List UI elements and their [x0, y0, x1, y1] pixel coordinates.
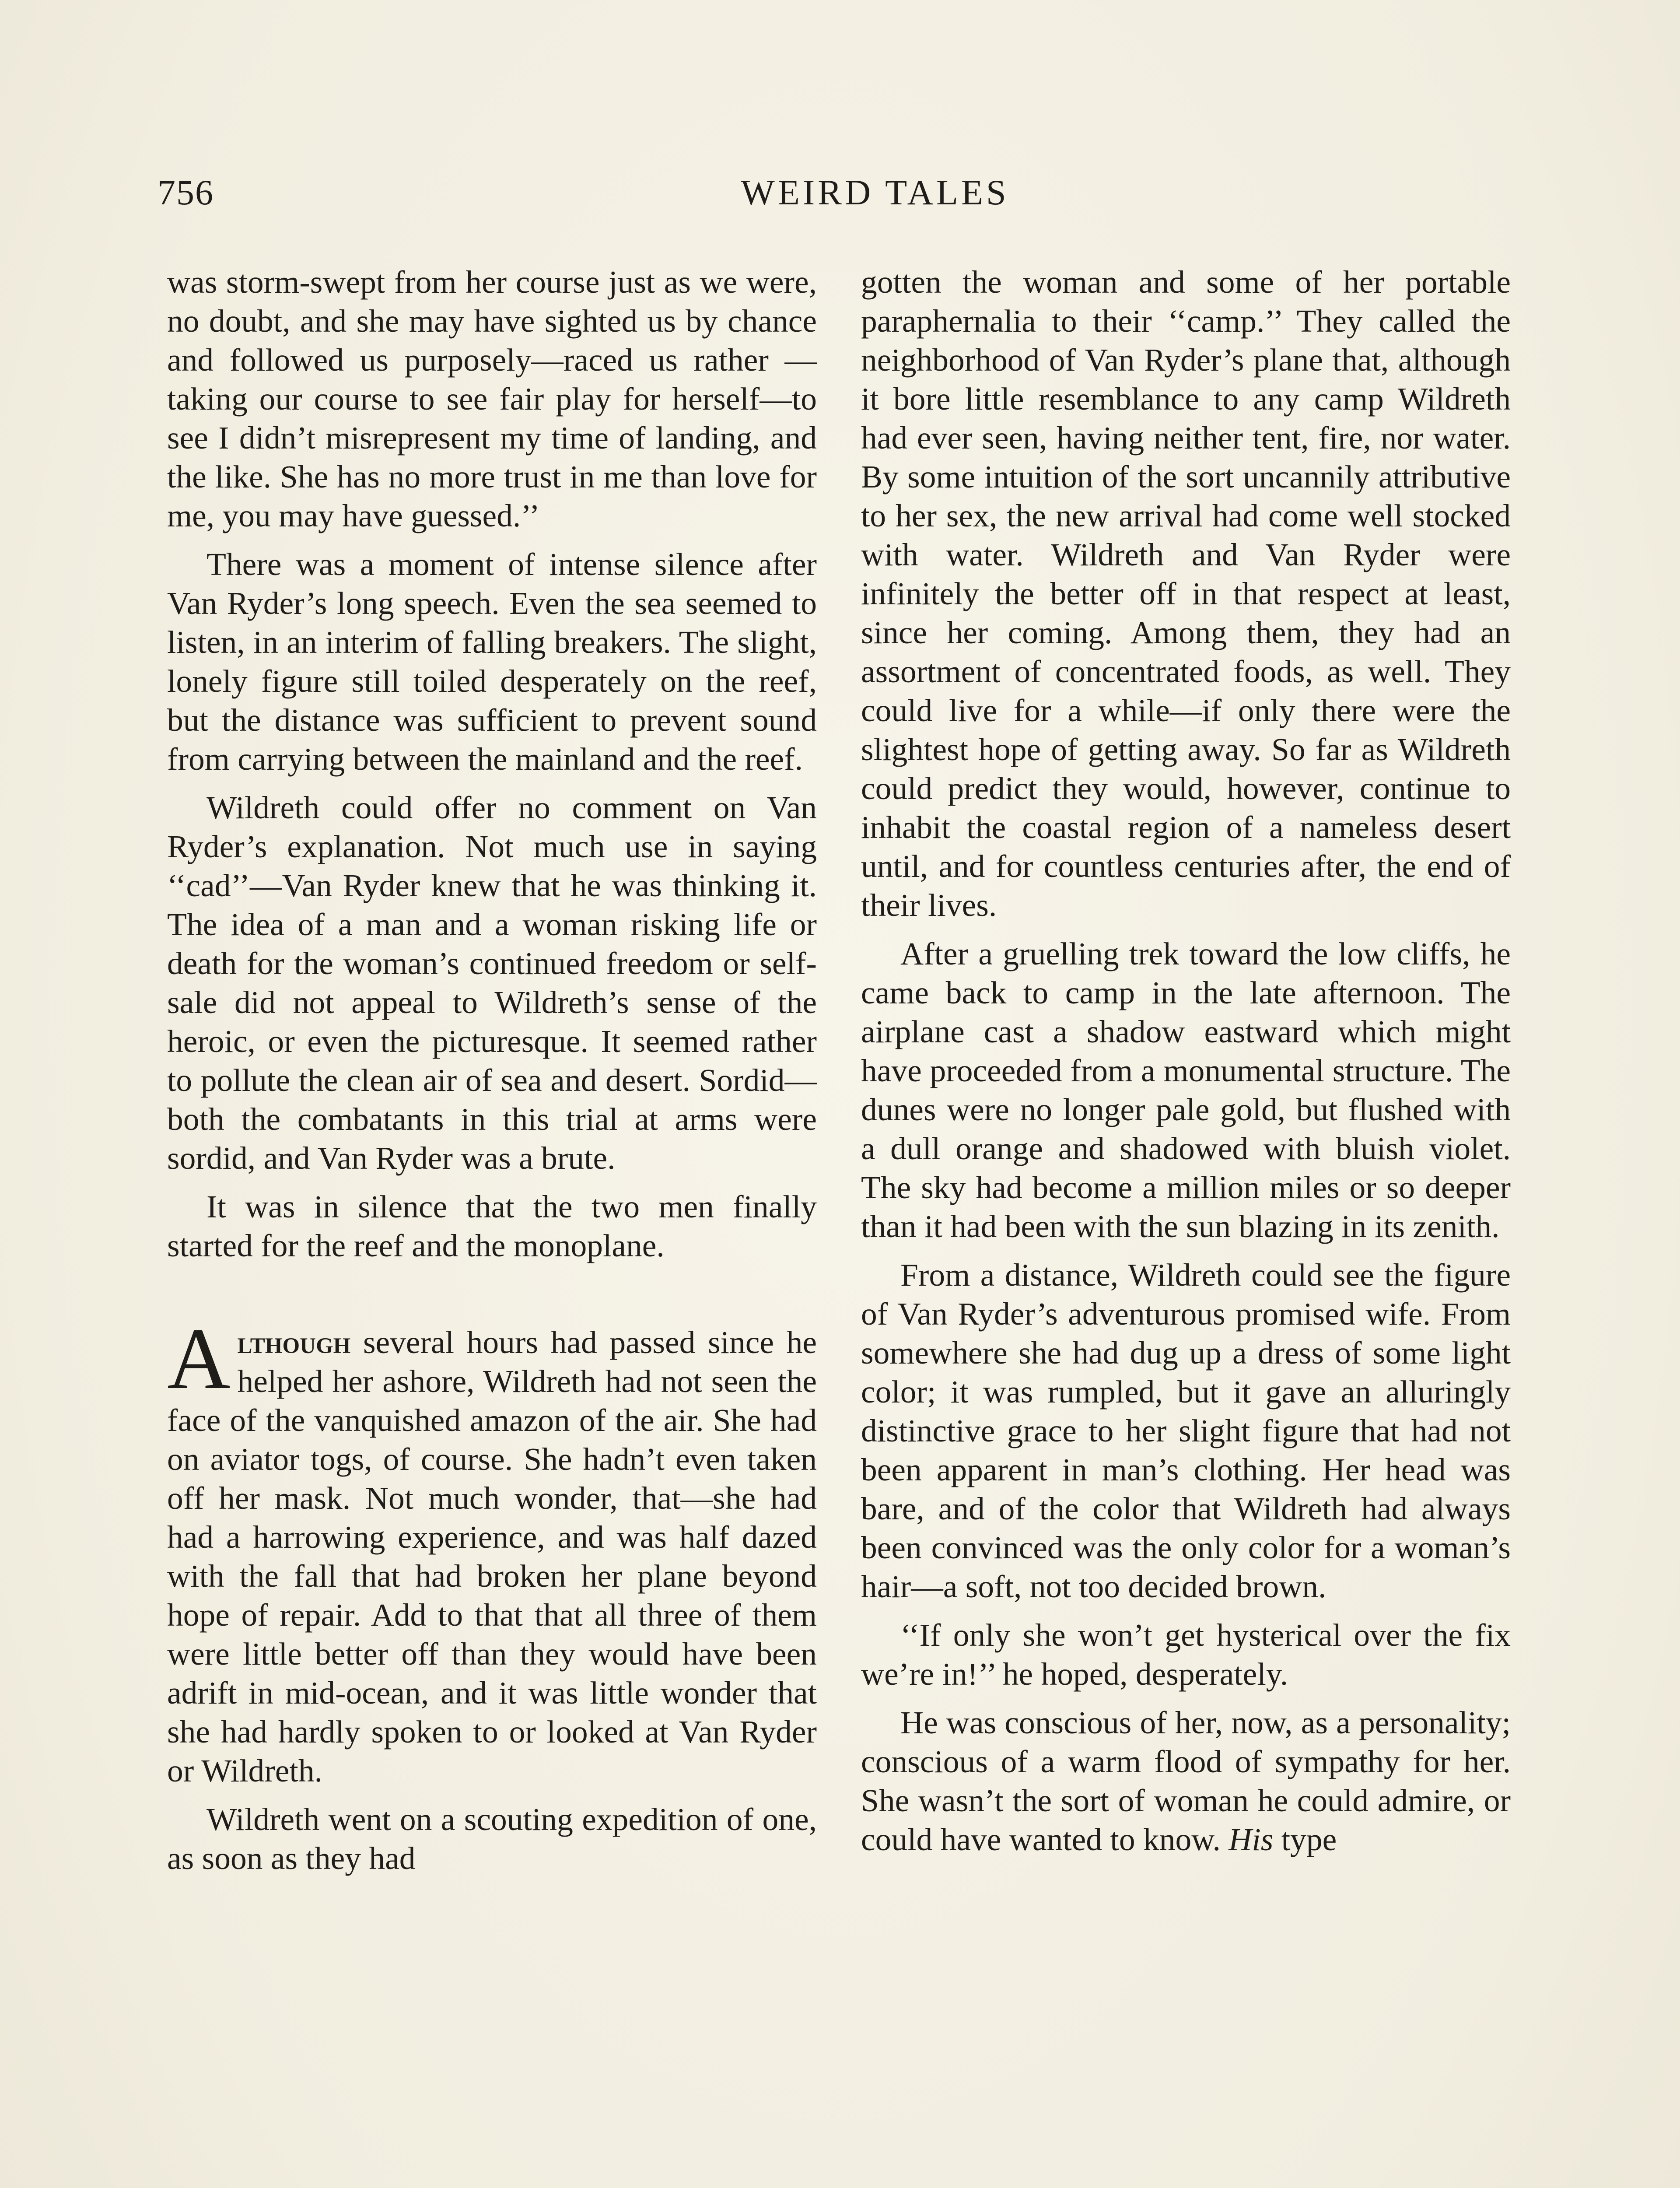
left-column: [167, 263, 817, 1887]
paragraph-text: several hours had passed since he helped her ashore, Wildreth had not seen the face of the vanquished amazon of the air. She had on aviator togs, of course. She hadn’t even taken off her mask. Not much wonder, that—she had had a harrowing experience, and was half dazed with the fall that had broken her plane beyond hope of repair. Add to that that all three of them were little better off than they would have been adrift in mid-ocean, and it was little wonder that she had hardly spoken to or looked at Van Ryder or Wildreth.: [167, 1325, 817, 1788]
section-opening-paragraph: [167, 1311, 817, 1790]
section-break: [167, 1275, 817, 1323]
paragraph-text: He was conscious of her, now, as a personality; conscious of a warm flood of sympathy for her. She wasn’t the sort of woman he could admire, or could have wanted to know.: [861, 1705, 1511, 1857]
drop-cap: A: [167, 1311, 231, 1407]
small-caps-lead: lthough: [237, 1325, 351, 1360]
paragraph: ‘‘If only she won’t get hysterical over the fix we’re in!’’ he hoped, desperately.: [861, 1617, 1511, 1692]
paragraph-text-tail: type: [1273, 1822, 1337, 1857]
paragraph: [861, 1703, 1511, 1859]
right-column: [861, 263, 1511, 1869]
paragraph: Wildreth could offer no comment on Van Ryder’s explanation. Not much use in saying ‘‘cad’’—Van Ryder knew that he was thinking it. The idea of a man and a woman risking life or death for the woman’s continued freedom or self-sale did not appeal to Wildreth’s sense of the heroic, or even the picturesque. It seemed rather to pollute the clean air of sea and desert. Sordid—both the combatants in this trial at arms were sordid, and Van Ryder was a brute.: [167, 790, 817, 1176]
emphasis-text: His: [1228, 1822, 1274, 1857]
paragraph: was storm-swept from her course just as we were, no doubt, and she may have sighted us by chance and followed us purposely—raced us rather —taking our course to see fair play for herself—to see I didn’t misrepresent my time of landing, and the like. She has no more trust in me than love for me, you may have guessed.’’: [167, 264, 817, 533]
paragraph: gotten the woman and some of her portable paraphernalia to their ‘‘camp.’’ They called the neighborhood of Van Ryder’s plane that, although it bore little resemblance to any camp Wildreth had ever seen, having neither tent, fire, nor water. By some intuition of the sort uncannily attributive to her sex, the new arrival had come well stocked with water. Wildreth and Van Ryder were infinitely the better off in that respect at least, since her coming. Among them, they had an assortment of concentrated foods, as well. They could live for a while—if only there were the slightest hope of getting away. So far as Wildreth could predict they would, however, continue to inhabit the coastal region of a nameless desert until, and for countless centuries after, the end of their lives.: [861, 264, 1511, 923]
page-header: [158, 166, 1514, 219]
paragraph: It was in silence that the two men finally started for the reef and the monoplane.: [167, 1189, 817, 1263]
paragraph: Wildreth went on a scouting expedition of one, as soon as they had: [167, 1802, 817, 1876]
running-title: WEIRD TALES: [741, 172, 1009, 212]
paragraph: There was a moment of intense silence after Van Ryder’s long speech. Even the sea seemed to listen, in an interim of falling breakers. The slight, lonely figure still toiled desperately on the reef, but the distance was sufficient to prevent sound from carrying between the mainland and the reef.: [167, 547, 817, 777]
page-number: 756: [158, 172, 214, 212]
paragraph: After a gruelling trek toward the low cliffs, he came back to camp in the late afternoon. The airplane cast a shadow eastward which might have proceeded from a monumental structure. The dunes were no longer pale gold, but flushed with a dull orange and shadowed with bluish violet. The sky had become a million miles or so deeper than it had been with the sun blazing in its zenith.: [861, 936, 1511, 1244]
paragraph: From a distance, Wildreth could see the figure of Van Ryder’s adventurous promised wife. From somewhere she had dug up a dress of some light color; it was rumpled, but it gave an alluringly distinctive grace to her slight figure that had not been apparent in man’s clothing. Her head was bare, and of the color that Wildreth had always been convinced was the only color for a woman’s hair—a soft, not too decided brown.: [861, 1257, 1511, 1604]
